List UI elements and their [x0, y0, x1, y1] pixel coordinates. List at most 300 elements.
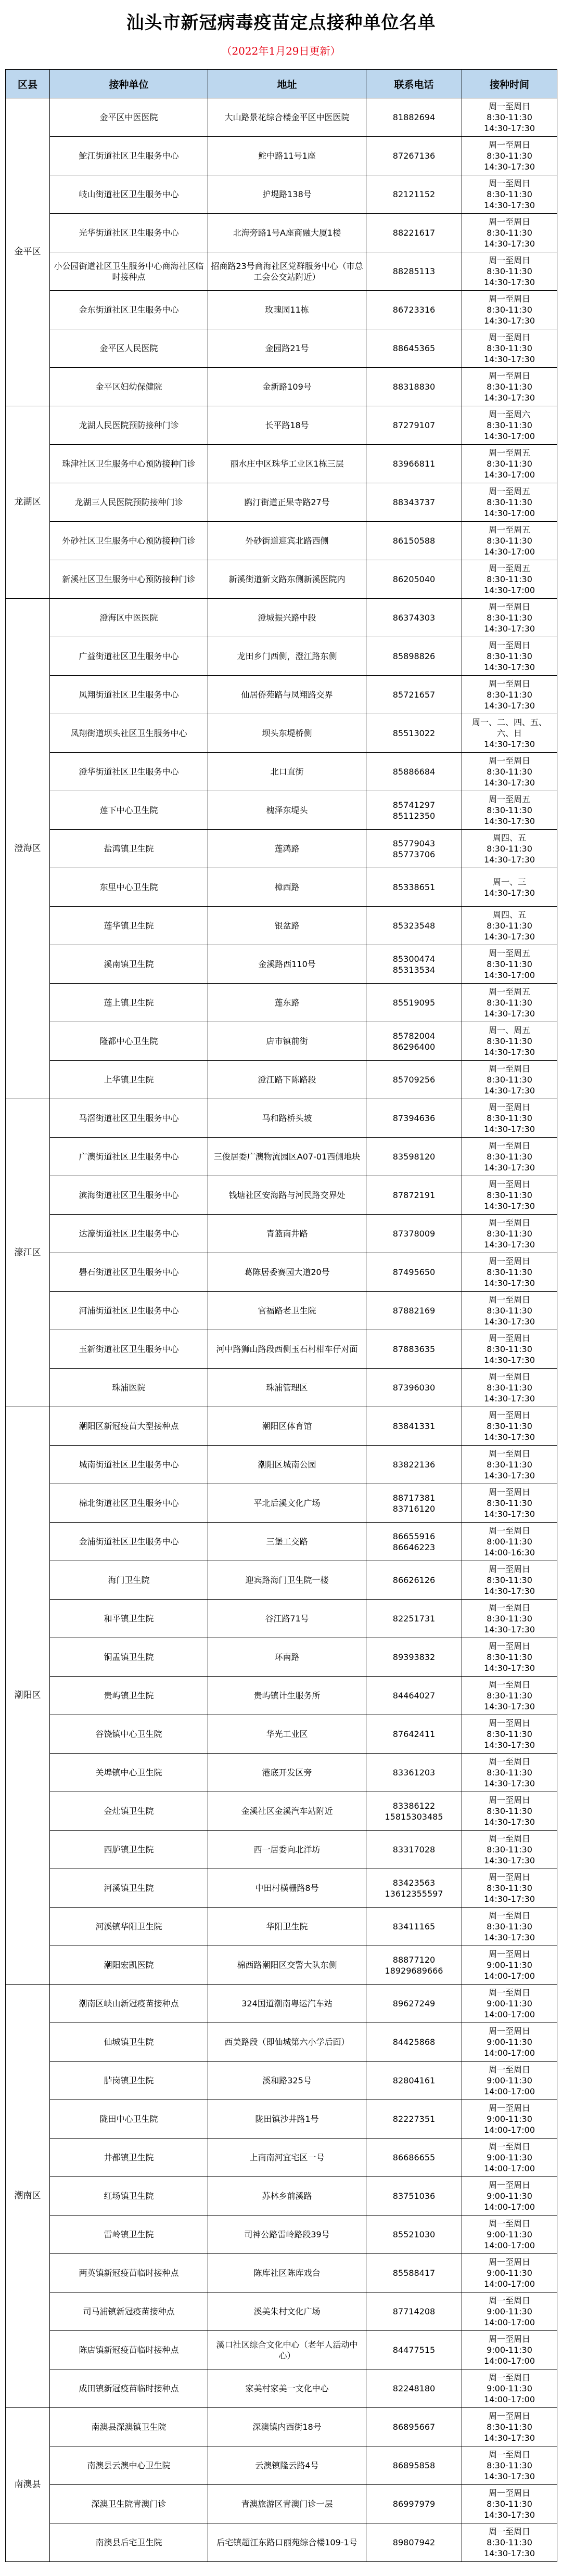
district-cell: 潮南区: [6, 1985, 50, 2408]
hours-line: 周一至周日: [488, 1603, 530, 1613]
hours-cell: [462, 1715, 557, 1754]
hours-line: 8:30-11:30: [487, 1383, 532, 1393]
hours-line: 8:30-11:30: [487, 921, 532, 931]
hours-line: 14:30-17:30: [484, 1163, 535, 1173]
table-row: [6, 1869, 557, 1908]
phone-number: 85779043: [392, 838, 436, 848]
unit-name-cell: 金平区妇幼保健院: [50, 368, 208, 406]
hours-cell: [462, 2408, 557, 2446]
address-cell: 鮀中路11号1座: [208, 137, 366, 175]
unit-name-cell: 莲上镇卫生院: [50, 984, 208, 1022]
address-cell: 樟西路: [208, 868, 366, 907]
hours-line: 8:30-11:30: [487, 844, 532, 854]
phone-number: 85588417: [392, 2268, 436, 2278]
hours-cell: [462, 1908, 557, 1946]
phone-number: 86686655: [392, 2153, 436, 2162]
hours-line: 9:00-11:30: [487, 2114, 532, 2124]
unit-name-cell: 金浦街道社区卫生服务中心: [50, 1523, 208, 1561]
table-row: [6, 2254, 557, 2292]
address-cell: 丽水庄中区珠华工业区1栋三层: [208, 445, 366, 483]
table-row: [6, 1099, 557, 1138]
hours-cell: [462, 637, 557, 676]
hours-line: 14:30-17:30: [484, 1432, 535, 1442]
unit-name-cell: 雷岭镇卫生院: [50, 2216, 208, 2254]
unit-name-cell: 河溪镇卫生院: [50, 1869, 208, 1908]
table-row: [6, 2100, 557, 2139]
phone-cell: [366, 868, 462, 907]
address-cell: 324国道潮南粤运汽车站: [208, 1985, 366, 2023]
hours-line: 14:00-17:00: [484, 2010, 535, 2019]
table-row: [6, 2369, 557, 2408]
unit-name-cell: 金东街道社区卫生服务中心: [50, 291, 208, 329]
table-row: [6, 1407, 557, 1446]
district-cell: 金平区: [6, 98, 50, 406]
hours-line: 14:30-17:30: [484, 1240, 535, 1250]
phone-number: 86205040: [392, 574, 436, 584]
phone-cell: [366, 714, 462, 753]
hours-line: 14:00-17:00: [484, 2356, 535, 2366]
hours-line: 14:00-17:00: [484, 2125, 535, 2135]
phone-number: 85709256: [392, 1075, 436, 1085]
hours-line: 14:30-17:30: [484, 816, 535, 826]
address-cell: 金园路21号: [208, 329, 366, 368]
hours-line: 周一至周日: [488, 1641, 530, 1651]
hours-line: 周一至周日: [488, 255, 530, 265]
hours-cell: [462, 1061, 557, 1099]
address-cell: 华光工业区: [208, 1715, 366, 1754]
phone-number: 85886684: [392, 767, 436, 777]
phone-cell: [366, 1369, 462, 1407]
hours-line: 14:30-17:30: [484, 739, 535, 749]
hours-cell: [462, 1176, 557, 1215]
unit-name-cell: 深澳卫生院青澳门诊: [50, 2485, 208, 2523]
phone-number: 85323548: [392, 921, 436, 931]
phone-number: 87396030: [392, 1383, 436, 1393]
address-cell: 银盆路: [208, 907, 366, 945]
address-cell: 迎宾路海门卫生院一楼: [208, 1561, 366, 1600]
phone-cell: [366, 1446, 462, 1484]
hours-line: 14:30-17:30: [484, 1586, 535, 1596]
phone-cell: [366, 2523, 462, 2562]
hours-cell: [462, 945, 557, 984]
address-cell: 青澳旅游区青澳门诊一层: [208, 2485, 366, 2523]
hours-line: 周一至周日: [488, 2450, 530, 2459]
phone-number: 89393832: [392, 1652, 436, 1662]
phone-cell: [366, 1638, 462, 1677]
hours-line: 8:30-11:30: [487, 1691, 532, 1701]
phone-number: 15815303485: [385, 1811, 443, 1822]
hours-line: 8:30-11:30: [487, 2499, 532, 2509]
hours-cell: [462, 2216, 557, 2254]
hours-cell: [462, 1600, 557, 1638]
hours-line: 14:30-17:30: [484, 1047, 535, 1057]
address-cell: 莲鸿路: [208, 830, 366, 868]
phone-cell: [366, 945, 462, 984]
address-cell: 溪美朱村文化广场: [208, 2292, 366, 2331]
table-row: [6, 984, 557, 1022]
phone-cell: [366, 483, 462, 522]
hours-line: 周一至周日: [488, 1333, 530, 1343]
unit-name-cell: 礐石街道社区卫生服务中心: [50, 1253, 208, 1292]
hours-line: 14:30-17:00: [484, 547, 535, 557]
address-cell: 家美村家美一文化中心: [208, 2369, 366, 2408]
hours-cell: [462, 1407, 557, 1446]
table-row: [6, 1754, 557, 1792]
hours-line: 8:30-11:30: [487, 805, 532, 815]
hours-line: 14:30-17:00: [484, 970, 535, 980]
unit-name-cell: 金平区中医医院: [50, 98, 208, 137]
vaccination-unit-table: [5, 69, 557, 2562]
phone-number: 83716120: [392, 1503, 436, 1514]
address-cell: 潮阳区城南公园: [208, 1446, 366, 1484]
hours-cell: [462, 1869, 557, 1908]
address-cell: 青篮南井路: [208, 1215, 366, 1253]
hours-cell: [462, 368, 557, 406]
phone-number: 87279107: [392, 420, 436, 430]
hours-line: 周一至周日: [488, 756, 530, 766]
table-row: [6, 791, 557, 830]
hours-cell: [462, 714, 557, 753]
hours-line: 8:30-11:30: [487, 1768, 532, 1778]
phone-number: 87495650: [392, 1267, 436, 1277]
phone-number: 85898826: [392, 651, 436, 661]
hours-cell: [462, 599, 557, 637]
hours-cell: [462, 252, 557, 291]
phone-number: 85521030: [392, 2230, 436, 2239]
table-row: [6, 714, 557, 753]
hours-line: 14:00-17:00: [484, 1971, 535, 1981]
hours-line: 8:30-11:30: [487, 998, 532, 1008]
district-cell: 龙湖区: [6, 406, 50, 599]
address-cell: 店市镇前街: [208, 1022, 366, 1061]
address-cell: 河中路狮山路段西侧玉石村柑车仔对面: [208, 1330, 366, 1369]
hours-line: 8:30-11:30: [487, 1460, 532, 1470]
hours-cell: [462, 1792, 557, 1831]
unit-name-cell: 南澳县深澳镇卫生院: [50, 2408, 208, 2446]
hours-line: 14:30-17:30: [484, 1471, 535, 1480]
table-row: [6, 637, 557, 676]
table-row: [6, 1330, 557, 1369]
hours-line: 14:30-17:30: [484, 624, 535, 634]
phone-number: 87883635: [392, 1344, 436, 1354]
hours-line: 14:30-17:30: [484, 1278, 535, 1288]
phone-number: 88318830: [392, 382, 436, 392]
phone-cell: [366, 522, 462, 560]
hours-line: 8:30-11:30: [487, 1229, 532, 1239]
table-row: [6, 1292, 557, 1330]
phone-cell: [366, 2408, 462, 2446]
table-row: [6, 1253, 557, 1292]
phone-number: 85773706: [392, 849, 436, 859]
hours-cell: [462, 2254, 557, 2292]
hours-line: 周一至周日: [488, 2180, 530, 2190]
table-row: [6, 2216, 557, 2254]
phone-number: 88285113: [392, 266, 436, 276]
phone-cell: [366, 175, 462, 214]
address-cell: 西一居委向北洋坊: [208, 1831, 366, 1869]
address-cell: 大山路景花综合楼金平区中医医院: [208, 98, 366, 137]
phone-number: 87394636: [392, 1113, 436, 1123]
hours-line: 14:30-17:30: [484, 277, 535, 287]
hours-line: 周一至周日: [488, 1102, 530, 1112]
phone-number: 87872191: [392, 1190, 436, 1200]
district-cell: 澄海区: [6, 599, 50, 1099]
hours-line: 8:30-11:30: [487, 112, 532, 122]
table-row: [6, 2062, 557, 2100]
hours-line: 8:30-11:30: [487, 343, 532, 353]
hours-line: 14:30-17:30: [484, 2433, 535, 2443]
phone-number: 83966811: [392, 459, 436, 469]
phone-number: 89627249: [392, 1999, 436, 2008]
table-row: [6, 1715, 557, 1754]
hours-line: 8:30-11:30: [487, 1652, 532, 1662]
table-header: [6, 70, 557, 98]
unit-name-cell: 贵屿镇卫生院: [50, 1677, 208, 1715]
table-row: [6, 868, 557, 907]
phone-number: 86626126: [392, 1575, 436, 1585]
hours-line: 周一至周日: [488, 2411, 530, 2421]
hours-line: 周一至周日: [488, 332, 530, 342]
phone-cell: [366, 791, 462, 830]
hours-line: 8:30-11:30: [487, 1498, 532, 1508]
table-row: [6, 945, 557, 984]
hours-line: 8:30-11:30: [487, 1922, 532, 1931]
hours-line: 14:30-17:30: [484, 2548, 535, 2558]
hours-line: 9:00-11:30: [487, 2037, 532, 2047]
hours-cell: [462, 1138, 557, 1176]
hours-line: 14:00-17:00: [484, 2048, 535, 2058]
unit-name-cell: 岐山街道社区卫生服务中心: [50, 175, 208, 214]
phone-number: 85721657: [392, 690, 436, 700]
phone-number: 86895858: [392, 2461, 436, 2470]
unit-name-cell: 河溪镇华阳卫生院: [50, 1908, 208, 1946]
title-block: [0, 0, 562, 69]
phone-cell: [366, 1407, 462, 1446]
hours-line: 周一至周日: [488, 2334, 530, 2344]
address-cell: 港底开发区旁: [208, 1754, 366, 1792]
phone-number: 86723316: [392, 305, 436, 315]
hours-cell: [462, 2023, 557, 2062]
table-row: [6, 329, 557, 368]
phone-cell: [366, 1292, 462, 1330]
phone-number: 83822136: [392, 1460, 436, 1470]
phone-cell: [366, 1253, 462, 1292]
hours-line: 周一至周日: [488, 1295, 530, 1305]
table-row: [6, 676, 557, 714]
phone-cell: [366, 1908, 462, 1946]
phone-number: 82251731: [392, 1614, 436, 1624]
address-cell: 莲东路: [208, 984, 366, 1022]
unit-name-cell: 仙城镇卫生院: [50, 2023, 208, 2062]
address-cell: 西美路段（即仙城第六小学后面）: [208, 2023, 366, 2062]
hours-line: 周一至周日: [488, 1141, 530, 1151]
phone-cell: [366, 2062, 462, 2100]
hours-cell: [462, 1638, 557, 1677]
address-cell: 环南路: [208, 1638, 366, 1677]
district-cell: 南澳县: [6, 2408, 50, 2562]
phone-cell: [366, 214, 462, 252]
hours-line: 周一至周五: [488, 987, 530, 997]
phone-cell: [366, 830, 462, 868]
phone-cell: [366, 1022, 462, 1061]
phone-cell: [366, 1715, 462, 1754]
phone-cell: [366, 2369, 462, 2408]
hours-line: 周一至周五: [488, 948, 530, 958]
unit-name-cell: 海门卫生院: [50, 1561, 208, 1600]
phone-number: 83317028: [392, 1845, 436, 1854]
address-cell: 潮阳区体育馆: [208, 1407, 366, 1446]
hours-line: 周四、五: [492, 833, 526, 843]
hours-line: 9:00-11:30: [487, 2153, 532, 2162]
table-row: [6, 1215, 557, 1253]
phone-cell: [366, 329, 462, 368]
hours-line: 9:00-11:30: [487, 2307, 532, 2316]
hours-cell: [462, 1561, 557, 1600]
hours-line: 9:00-11:30: [487, 2268, 532, 2278]
hours-line: 14:30-17:30: [484, 354, 535, 364]
phone-cell: [366, 137, 462, 175]
hours-cell: [462, 175, 557, 214]
hours-line: 周一至周日: [488, 1256, 530, 1266]
unit-name-cell: 南澳县后宅卫生院: [50, 2523, 208, 2562]
table-row: [6, 522, 557, 560]
phone-number: 84477515: [392, 2345, 436, 2355]
table-row: [6, 1985, 557, 2023]
hours-line: 8:30-11:30: [487, 690, 532, 700]
address-cell: 深澳镇内西街18号: [208, 2408, 366, 2446]
hours-line: 8:30-11:30: [487, 1306, 532, 1316]
hours-cell: [462, 2485, 557, 2523]
phone-number: 83361203: [392, 1768, 436, 1778]
hours-line: 8:30-11:30: [487, 2461, 532, 2470]
phone-number: 88343737: [392, 497, 436, 507]
phone-number: 85782004: [392, 1031, 436, 1041]
hours-line: 14:30-17:30: [484, 200, 535, 210]
phone-cell: [366, 2216, 462, 2254]
hours-line: 14:00-17:00: [484, 2279, 535, 2289]
phone-number: 81882694: [392, 112, 436, 122]
table-row: [6, 214, 557, 252]
hours-line: 14:30-17:30: [484, 2510, 535, 2520]
unit-name-cell: 溪南镇卫生院: [50, 945, 208, 984]
phone-cell: [366, 98, 462, 137]
phone-cell: [366, 368, 462, 406]
phone-cell: [366, 2485, 462, 2523]
phone-cell: [366, 1754, 462, 1792]
phone-number: 87267136: [392, 151, 436, 161]
hours-line: 8:30-11:30: [487, 959, 532, 969]
hours-line: 8:30-11:30: [487, 1729, 532, 1739]
hours-line: 周一至周日: [488, 1218, 530, 1228]
table-row: [6, 1908, 557, 1946]
address-cell: 澄城振兴路中段: [208, 599, 366, 637]
hours-line: 周一至周日: [488, 1949, 530, 1959]
unit-name-cell: 珠浦医院: [50, 1369, 208, 1407]
hours-cell: [462, 2446, 557, 2485]
hours-line: 周一、二、四、五、六、日: [471, 717, 547, 738]
column-header-address: 地址: [208, 70, 366, 98]
unit-name-cell: 小公园街道社区卫生服务中心商海社区临时接种点: [50, 252, 208, 291]
phone-cell: [366, 1677, 462, 1715]
table-row: [6, 1022, 557, 1061]
phone-number: 85300474: [392, 954, 436, 964]
unit-name-cell: 龙湖三人民医院预防接种门诊: [50, 483, 208, 522]
unit-name-cell: 司马浦镇新冠疫苗接种点: [50, 2292, 208, 2331]
address-cell: 招商路23号商海社区党群服务中心（市总工会公交站附近）: [208, 252, 366, 291]
hours-line: 周一至周日: [488, 1834, 530, 1844]
hours-line: 14:30-17:30: [484, 1009, 535, 1019]
phone-cell: [366, 2254, 462, 2292]
unit-name-cell: 广益街道社区卫生服务中心: [50, 637, 208, 676]
unit-name-cell: 城南街道社区卫生服务中心: [50, 1446, 208, 1484]
hours-cell: [462, 984, 557, 1022]
hours-cell: [462, 1831, 557, 1869]
phone-cell: [366, 1600, 462, 1638]
address-cell: 三俊居委广澳物流园区A07-01西侧地块: [208, 1138, 366, 1176]
table-row: [6, 291, 557, 329]
phone-cell: [366, 2292, 462, 2331]
table-row: [6, 1600, 557, 1638]
address-cell: 鸥汀街道正果寺路27号: [208, 483, 366, 522]
phone-number: 85338651: [392, 882, 436, 892]
unit-name-cell: 铜盂镇卫生院: [50, 1638, 208, 1677]
table-row: [6, 1446, 557, 1484]
hours-line: 8:30-11:30: [487, 2538, 532, 2547]
table-row: [6, 137, 557, 175]
unit-name-cell: 潮南区峡山新冠疫苗接种点: [50, 1985, 208, 2023]
table-row: [6, 2331, 557, 2369]
hours-line: 14:30-17:30: [484, 1201, 535, 1211]
hours-line: 8:30-11:30: [487, 189, 532, 199]
unit-name-cell: 玉新街道社区卫生服务中心: [50, 1330, 208, 1369]
hours-line: 周一至周六: [488, 409, 530, 419]
hours-line: 8:30-11:30: [487, 459, 532, 469]
hours-line: 周一至周日: [488, 1410, 530, 1420]
table-row: [6, 483, 557, 522]
hours-line: 14:30-17:30: [484, 932, 535, 942]
unit-name-cell: 澄华街道社区卫生服务中心: [50, 753, 208, 791]
hours-cell: [462, 137, 557, 175]
hours-cell: [462, 1369, 557, 1407]
hours-line: 14:00-17:00: [484, 2394, 535, 2404]
table-row: [6, 445, 557, 483]
hours-line: 9:00-11:30: [487, 1960, 532, 1970]
address-cell: 金溪路西110号: [208, 945, 366, 984]
phone-number: 82248180: [392, 2384, 436, 2393]
hours-cell: [462, 483, 557, 522]
unit-name-cell: 莲下中心卫生院: [50, 791, 208, 830]
header-row: [6, 70, 557, 98]
hours-line: 9:00-11:30: [487, 1999, 532, 2008]
hours-line: 8:30-11:30: [487, 420, 532, 430]
unit-name-cell: 东里中心卫生院: [50, 868, 208, 907]
hours-cell: [462, 214, 557, 252]
address-cell: 后宅镇超江东路口丽苑综合楼109-1号: [208, 2523, 366, 2562]
unit-name-cell: 陈店镇新冠疫苗临时接种点: [50, 2331, 208, 2369]
phone-cell: [366, 2177, 462, 2216]
unit-name-cell: 关埠镇中心卫生院: [50, 1754, 208, 1792]
hours-line: 8:30-11:30: [487, 1575, 532, 1585]
phone-number: 84464027: [392, 1691, 436, 1701]
phone-number: 13612355597: [385, 1888, 443, 1899]
hours-line: 14:30-17:30: [484, 1663, 535, 1673]
phone-cell: [366, 291, 462, 329]
hours-line: 8:30-11:30: [487, 1113, 532, 1123]
table-row: [6, 252, 557, 291]
address-cell: 陇田镇沙井路1号: [208, 2100, 366, 2139]
table-body: [6, 98, 557, 2562]
hours-line: 9:00-11:30: [487, 2345, 532, 2355]
